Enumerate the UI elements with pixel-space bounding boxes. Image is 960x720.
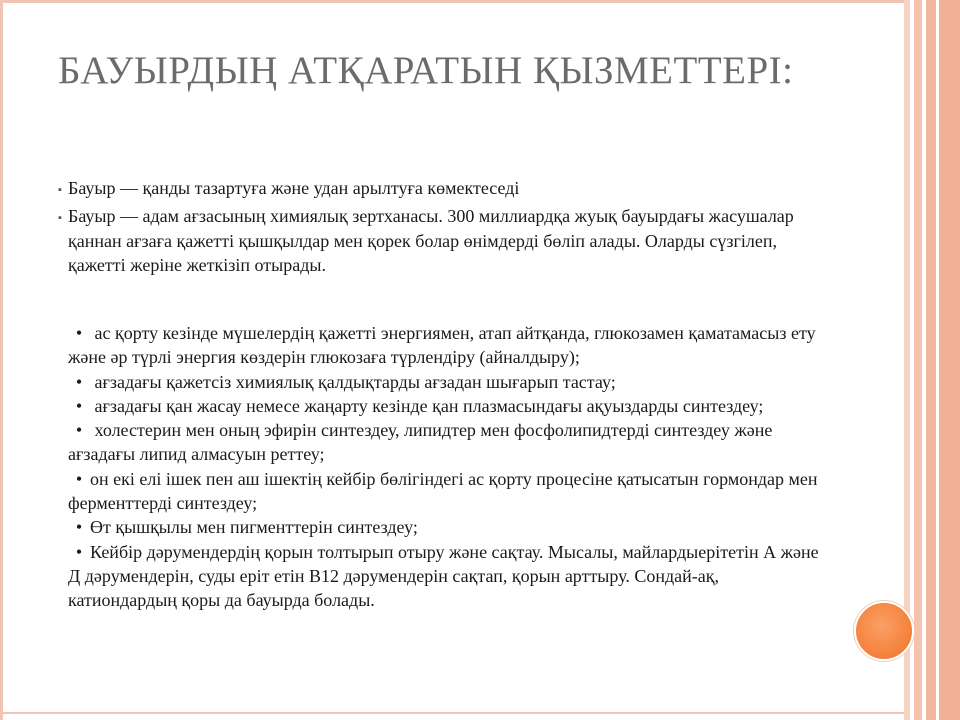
top-border [0,0,904,3]
left-border [0,0,3,720]
list-item: • ағзадағы қан жасау немесе жаңарту кезінде қан плазмасындағы ақуыздарды синтездеу; [68,394,828,418]
slide-title: БАУЫРДЫҢ АТҚАРАТЫН ҚЫЗМЕТТЕРІ: [58,49,794,92]
bottom-border [0,712,904,714]
intro-bullet-icon: ▪ [58,212,62,224]
decorative-circle-icon [854,601,914,661]
decorative-stripes [904,0,960,720]
list-item: • Кейбір дәрумендердің қорын толтырып отыру және сақтау. Мысалы, майлардыерітетін А және Д дәрумендерін, суды еріт етін В12 дәрумендерін сақтап, қорын арттыру. Сондай-ақ, катиондардың қоры да бауырда болады. [68,541,819,611]
functions-list [68,321,828,613]
bullet-icon: • [75,517,83,538]
intro-paragraph-1: ▪ Бауыр — қанды тазартуға және удан арылтуға көмектеседі [58,176,838,201]
bullet-icon: • [75,541,83,562]
bullet-icon: • [75,371,83,392]
intro-bullet-icon: ▪ [58,184,62,196]
list-item: • Өт қышқылы мен пигменттерін синтездеу; [68,515,828,539]
list-item: • он екі елі ішек пен аш ішектің кейбір бөлігіндегі ас қорту процесіне қатысатын гормондар мен ферменттерді синтездеу; [68,468,818,514]
bullet-icon: • [75,395,83,416]
list-item: • холестерин мен оның эфирін синтездеу, липидтер мен фосфолипидтерді синтездеу және ағзадағы липид алмасуын реттеу; [68,420,773,465]
list-item: • ағзадағы қажетсіз химиялық қалдықтарды ағзадан шығарып тастау; [68,370,828,394]
list-item: • ас қорту кезінде мүшелердің қажетті энергиямен, атап айтқанда, глюкозамен қаматамасыз ету және әр түрлі энергия көздерін глюкозаға түрлендіру (айналдыру); [68,323,816,368]
bullet-icon: • [75,468,83,489]
intro-paragraph-2: ▪ Бауыр — адам ағзасының химиялық зертханасы. 300 миллиардқа жуық бауырдағы жасушалар қаннан ағзаға қажетті қышқылдар мен қорек болар өнімдерді бөліп алады. Оларды сүзгілеп, қажетті жеріне жеткізіп отырады. [58,206,794,275]
bullet-icon: • [75,323,83,343]
bullet-icon: • [75,420,83,441]
